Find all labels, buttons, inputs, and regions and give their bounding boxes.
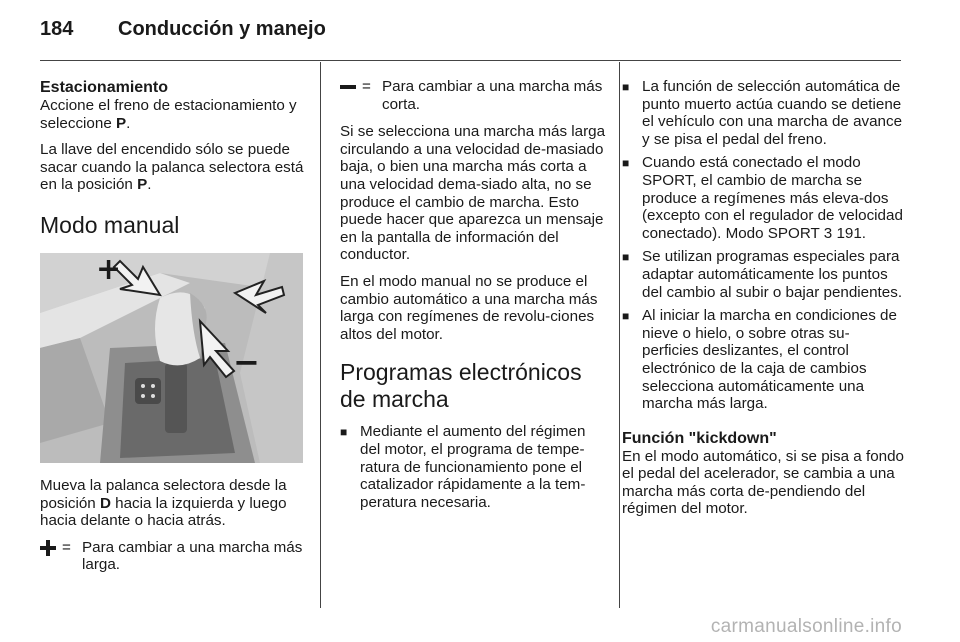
figure-minus-label: − [233, 342, 260, 381]
figure-plus-label: + [96, 252, 122, 287]
list-item [340, 423, 606, 511]
list-item [622, 154, 904, 242]
paragraph-estacionamiento-1 [40, 97, 306, 132]
text-run: . [147, 176, 152, 194]
equals-sign: = [62, 538, 71, 556]
plus-icon [40, 539, 62, 561]
list-item [622, 78, 904, 148]
minus-definition [340, 78, 606, 113]
list-item-text: La función de selección automática de punto muerto actúa cuando se detiene el vehículo con una marcha de avance y se pisa el pedal del freno. [642, 78, 903, 148]
column-3 [622, 78, 904, 527]
list-item-text [642, 154, 904, 242]
header-rule [40, 60, 901, 61]
plus-definition-text: Para cambiar a una marcha más larga. [82, 538, 303, 574]
list-item-text: Al iniciar la marcha en condiciones de nieve o hielo, o sobre otras su-perficies deslizantes, el control electrónico de la caja de cambios selecciona automáticamente una marcha más larga. [642, 307, 897, 413]
paragraph-marcha-velocidad: Si se selecciona una marcha más larga circulando a una velocidad de-masiado baja, o bien una marcha más corta a una velocidad dema-siado alta, no se produce el cambio de marcha. Esto puede hacer que aparezca un mensaje en la pantalla de información del conductor. [340, 123, 606, 264]
column-1 [40, 78, 306, 584]
bullet-icon: ■ [622, 156, 630, 171]
page-title: Conducción y manejo [118, 18, 326, 40]
heading-modo-manual: Modo manual [40, 211, 180, 238]
list-item [622, 307, 904, 413]
paragraph-estacionamiento-2 [40, 141, 306, 194]
equals-sign: = [362, 78, 371, 95]
page-header [40, 14, 900, 48]
text-run: Cuando está conectado el modo SPORT, el cambio de marcha se produce a regímenes más eleva-dos (excepto con el regulador de velocidad conectado). Modo SPORT [642, 154, 903, 242]
column-2 [340, 78, 606, 517]
heading-estacionamiento: Estacionamiento [40, 79, 169, 96]
page-reference-number: 191. [832, 224, 867, 242]
list-item [622, 248, 904, 301]
bullet-icon: ■ [622, 309, 630, 324]
list-item-text: Se utilizan programas especiales para adaptar automáticamente los puntos del cambio al subir o bajar pendientes. [642, 248, 903, 301]
position-letter-d: D [99, 494, 111, 512]
bullet-icon: ■ [622, 80, 630, 94]
minus-definition-text: Para cambiar a una marcha más corta. [382, 78, 603, 113]
position-letter-p: P [137, 176, 148, 194]
text-run: La llave del encendido sólo se puede sacar cuando la palanca selectora está en la posición [40, 141, 304, 194]
gear-lever-drawing [40, 253, 303, 463]
column-divider-2 [619, 62, 620, 608]
plus-definition [40, 539, 306, 574]
watermark: carmanualsonline.info [710, 616, 902, 637]
column-divider-1 [320, 62, 321, 608]
gear-lever-illustration [40, 253, 303, 463]
bullet-icon: ■ [340, 425, 348, 440]
paragraph-mueva [40, 477, 306, 530]
minus-icon [340, 78, 362, 100]
paragraph-modo-manual: En el modo manual no se produce el cambio automático a una marcha más larga con regímenes de revolu-ciones altos del motor. [340, 272, 598, 343]
heading-programas: Programas electrónicos de marcha [340, 359, 582, 413]
text-run: Accione el freno de estacionamiento y seleccione [40, 97, 297, 132]
list-item-text: Mediante el aumento del régimen del motor, el programa de tempe-ratura de funcionamiento pone el catalizador rápidamente a la tem-peratura necesaria. [360, 423, 586, 511]
paragraph-kickdown: En el modo automático, si se pisa a fondo el pedal del acelerador, se cambia a una marcha más corta de-pendiendo del régimen del motor. [622, 447, 904, 518]
bullet-icon: ■ [622, 250, 630, 265]
page-reference-icon: 3 [823, 224, 833, 242]
heading-kickdown: Función "kickdown" [622, 429, 777, 447]
text-run: . [126, 114, 131, 132]
text-run: hacia la izquierda y luego hacia delante o hacia atrás. [40, 494, 287, 530]
page-number: 184 [40, 18, 74, 40]
text-run: Mueva la palanca selectora desde la posición [40, 476, 287, 512]
position-letter-p: P [115, 114, 127, 132]
